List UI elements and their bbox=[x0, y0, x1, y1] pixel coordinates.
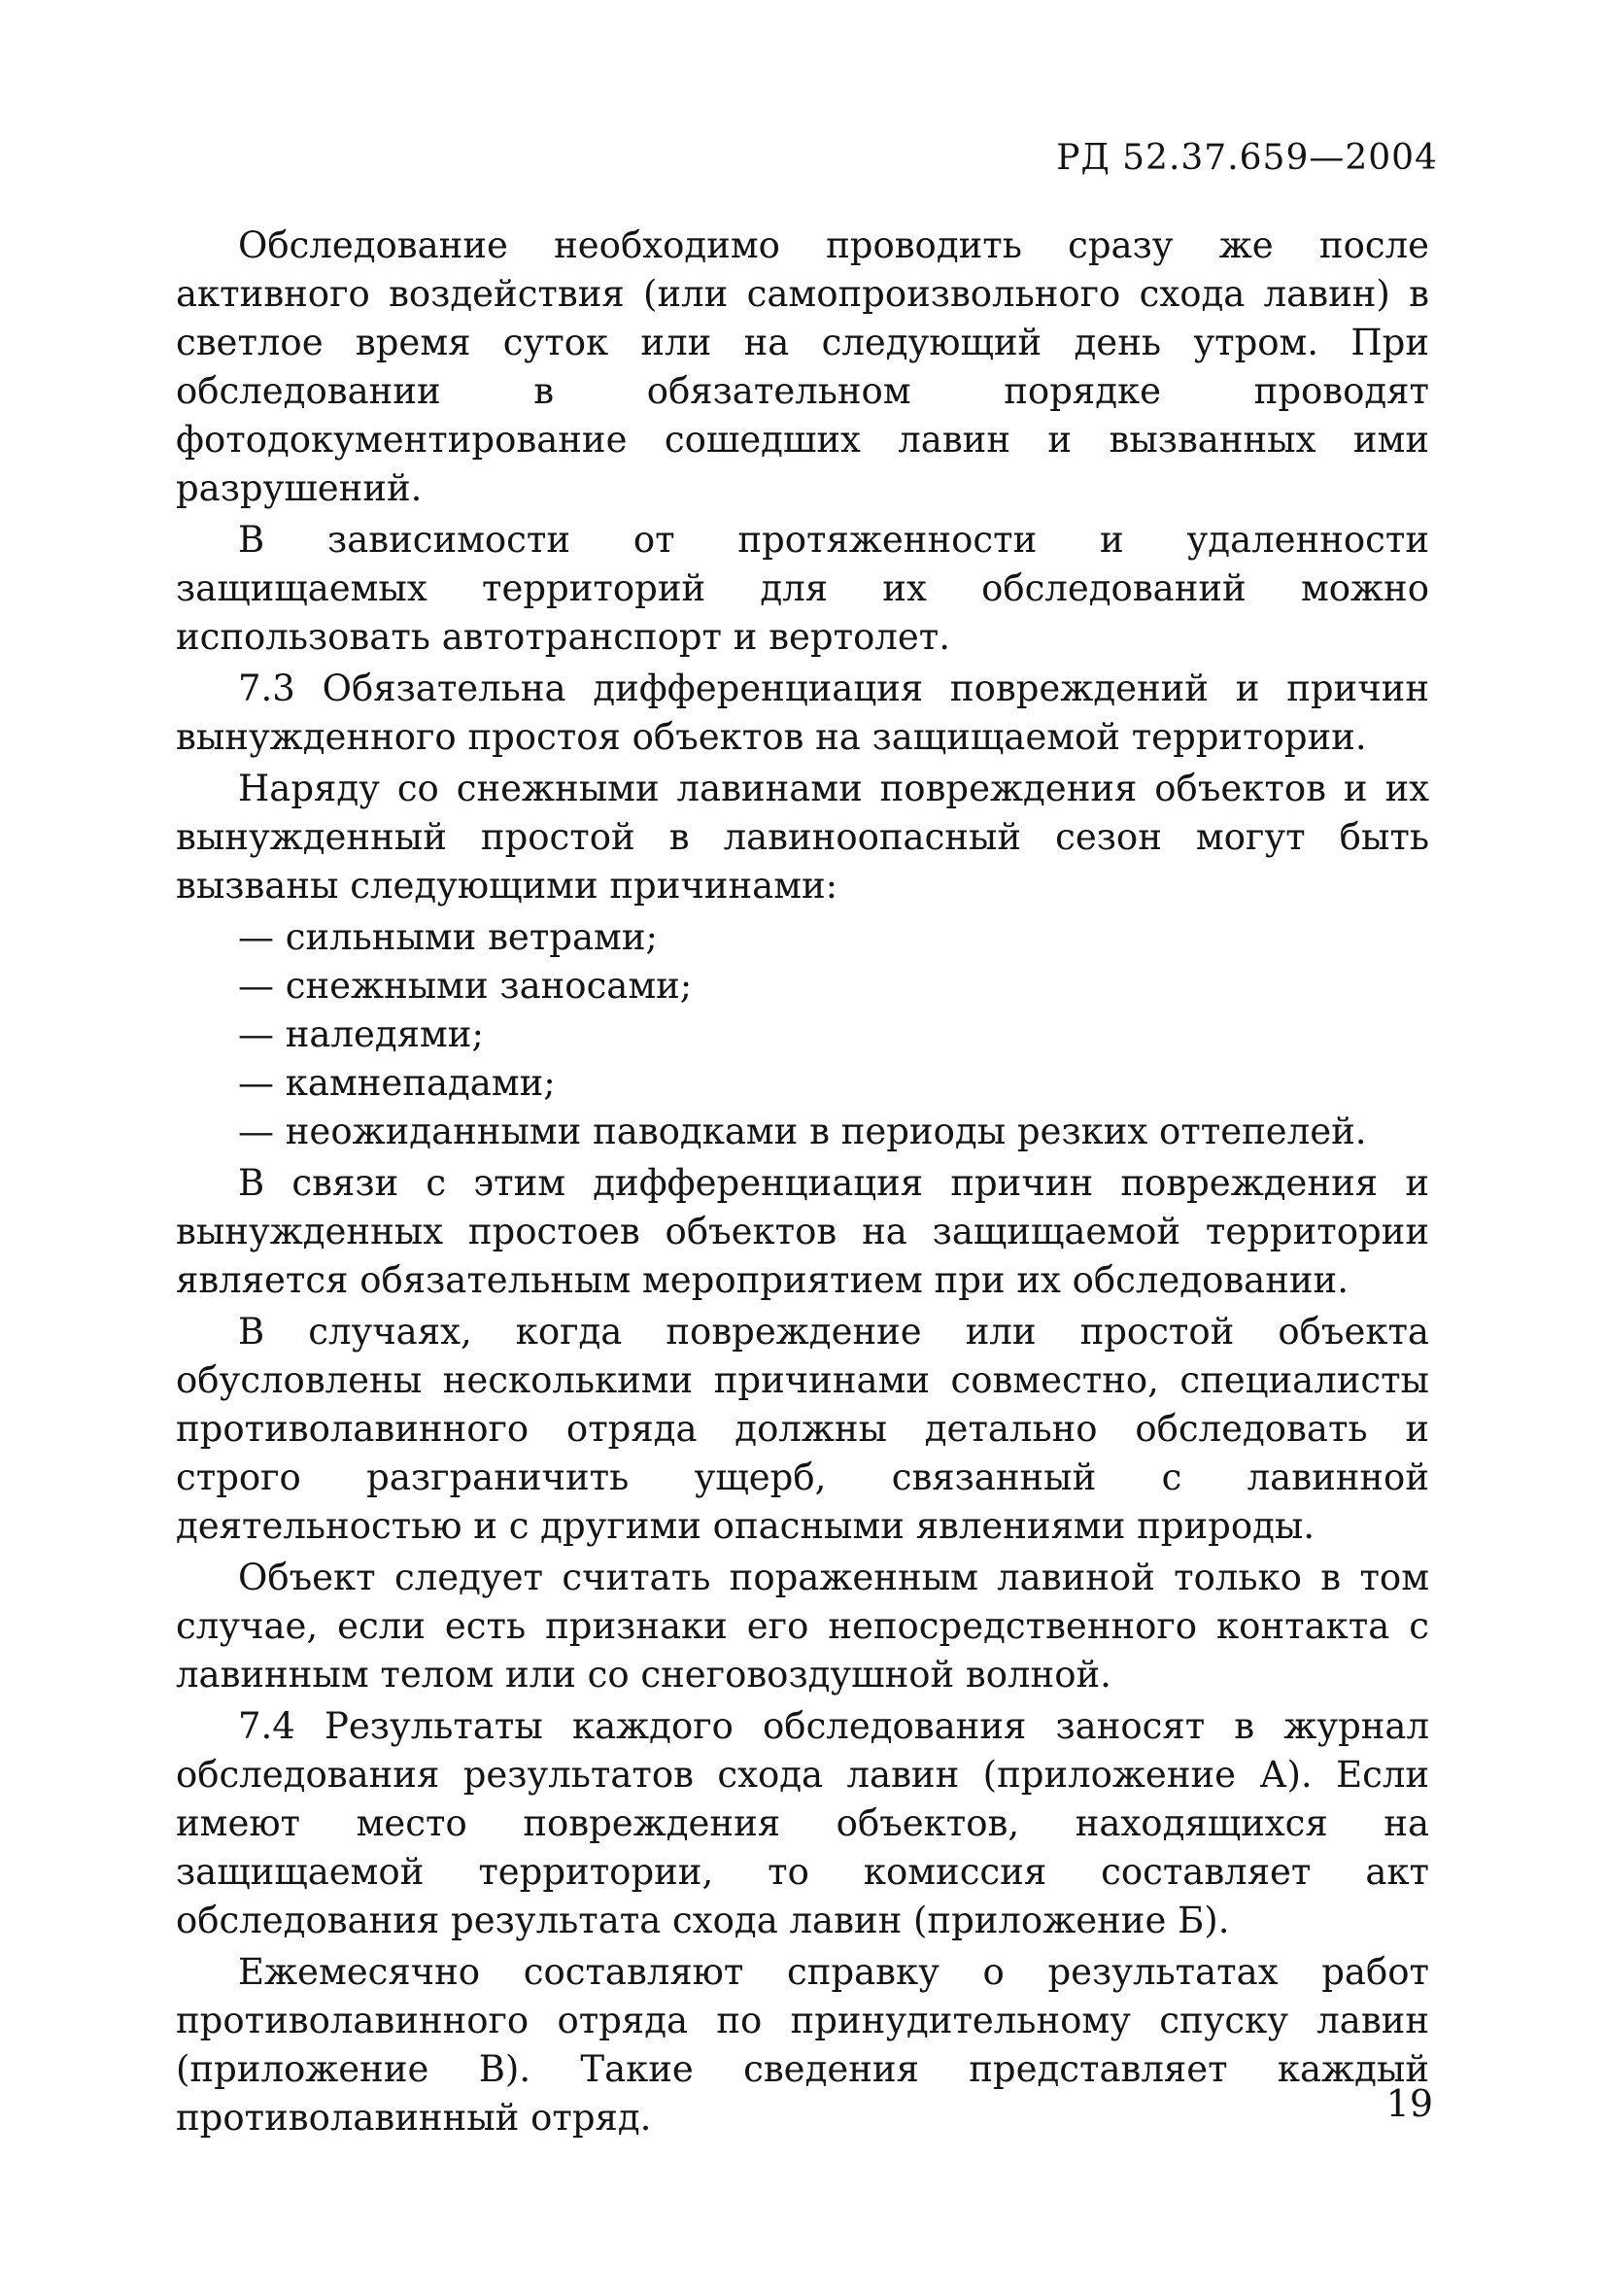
paragraph: В связи с этим дифференциация причин повреждения и вынужденных простоев объектов на защищаемой территории является обязательным мероприятием при их обследовании. bbox=[176, 1162, 1429, 1301]
paragraph: Объект следует считать пораженным лавиной только в том случае, если есть признаки его непосредственного контакта с лавинным телом или со снеговоздушной волной. bbox=[176, 1557, 1429, 1696]
section-7-4-paragraph: 7.4 Результаты каждого обследования заносят в журнал обследования результатов схода лавин (приложение А). Если имеют место повреждения объектов, находящихся на защищаемой территории, то комиссия составляет акт обследования результата схода лавин (приложение Б). bbox=[176, 1705, 1429, 1941]
section-7-3-paragraph: 7.3 Обязательна дифференциация повреждений и причин вынужденного простоя объектов на защищаемой территории. bbox=[176, 668, 1429, 758]
document-code: РД 52.37.659—2004 bbox=[1056, 138, 1438, 178]
paragraph: В случаях, когда повреждение или простой объекта обусловлены несколькими причинами совместно, специалисты противолавинного отряда должны детально обследовать и строго разграничить ущерб, связанный с лавинной деятельностью и с другими опасными явлениями природы. bbox=[176, 1311, 1429, 1547]
body-text bbox=[176, 222, 1429, 2145]
paragraph: Наряду со снежными лавинами повреждения объектов и их вынужденный простой в лавиноопасный сезон могут быть вызваны следующими причинами: bbox=[176, 768, 1429, 907]
page-number: 19 bbox=[1385, 2082, 1433, 2125]
list-item: — снежными заносами; bbox=[238, 965, 693, 1007]
list-item: — неожиданными паводками в периоды резких оттепелей. bbox=[238, 1111, 1367, 1152]
list-item: — наледями; bbox=[238, 1013, 484, 1055]
causes-list bbox=[176, 913, 1429, 1156]
paragraph: Обследование необходимо проводить сразу же после активного воздействия (или самопроизвольного схода лавин) в светлое время суток или на следующий день утром. При обследовании в обязательном порядке проводят фотодокументирование сошедших лавин и вызванных ими разрушений. bbox=[176, 224, 1429, 509]
list-item: — сильными ветрами; bbox=[238, 916, 658, 958]
paragraph: Ежемесячно составляют справку о результатах работ противолавинного отряда по принудительному спуску лавин (приложение В). Такие сведения представляет каждый противолавинный отряд. bbox=[176, 1951, 1429, 2139]
paragraph: В зависимости от протяженности и удаленности защищаемых территорий для их обследований можно использовать автотранспорт и вертолет. bbox=[176, 519, 1429, 658]
list-item: — камнепадами; bbox=[238, 1062, 556, 1104]
